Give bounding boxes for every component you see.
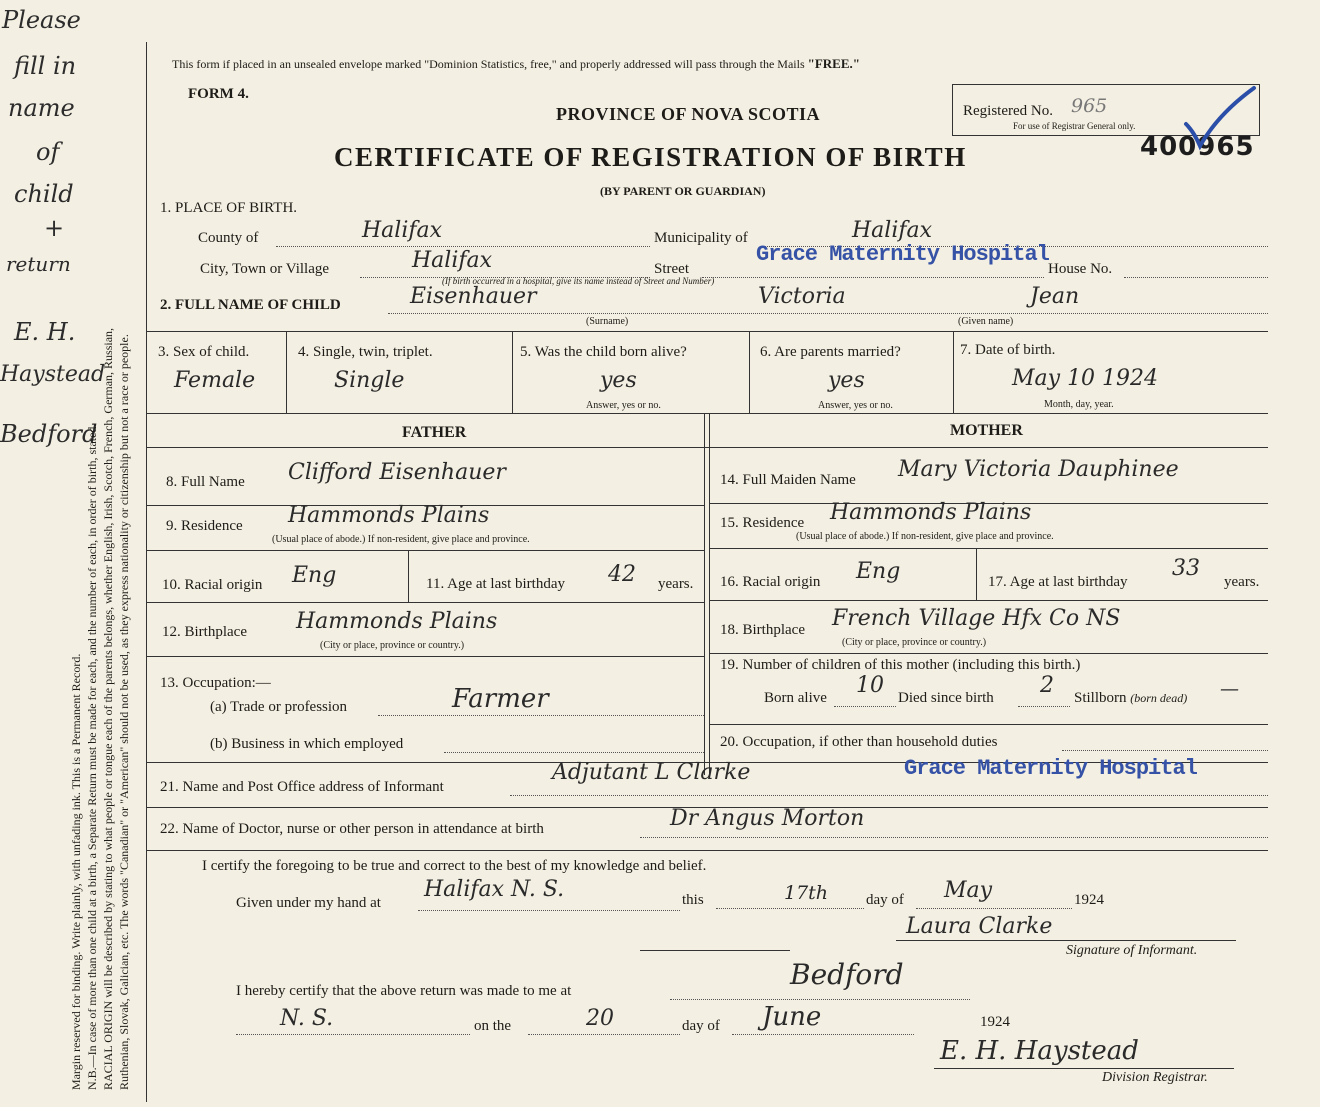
mother-heading: MOTHER (950, 422, 1023, 439)
mail-free-text: "FREE." (807, 56, 860, 71)
rule (709, 600, 1268, 601)
stillborn-label-text: Stillborn (1074, 690, 1127, 706)
informant-label: 21. Name and Post Office address of Informant (160, 779, 444, 795)
margin-note-line: Please (2, 6, 81, 34)
informant-signature-caption: Signature of Informant. (1066, 943, 1198, 958)
row-divider (408, 550, 409, 602)
mother-age-unit: years. (1224, 574, 1260, 590)
form-number: FORM 4. (188, 86, 249, 102)
form-left-border (146, 42, 147, 1102)
registrar-month-value: June (762, 1002, 822, 1032)
county-value: Halifax (362, 218, 443, 243)
father-residence-value: Hammonds Plains (288, 503, 490, 528)
row-divider (512, 331, 513, 413)
informant-signature: Laura Clarke (906, 914, 1053, 939)
married-label: 6. Are parents married? (760, 344, 901, 360)
registrar-province-value: N. S. (280, 1006, 334, 1031)
mother-residence-caption: (Usual place of abode.) If non-resident, give place and province. (796, 531, 1054, 542)
registered-number: 400965 (1140, 132, 1255, 162)
mother-birthplace-label: 18. Birthplace (720, 622, 805, 638)
margin-note-line: Haystead (0, 362, 106, 387)
mail-notice-text: This form if placed in an unsealed envelope marked "Dominion Statistics, free," and properly addressed will pass through the Mails (172, 57, 805, 71)
registrar-place-line (670, 999, 970, 1000)
registrar-use-note: For use of Registrar General only. (1013, 121, 1136, 131)
stillborn-label (1074, 690, 1187, 707)
father-age-value: 42 (608, 562, 636, 587)
child-surname: Eisenhauer (410, 284, 537, 309)
rule-below-headings (146, 447, 1268, 448)
row-divider (286, 331, 287, 413)
father-name-value: Clifford Eisenhauer (288, 460, 506, 485)
mother-birthplace-value: French Village Hfx Co NS (832, 606, 1121, 631)
doctor-line (640, 837, 1268, 838)
surname-caption: (Surname) (586, 316, 629, 327)
registrar-day-value: 20 (586, 1006, 614, 1031)
street-line (702, 277, 1044, 278)
rule (146, 602, 704, 603)
divider-short (640, 950, 790, 951)
mother-residence-label: 15. Residence (720, 515, 805, 531)
trade-line (378, 715, 704, 716)
informant-hospital-stamp: Grace Maternity Hospital (904, 756, 1197, 781)
city-label: City, Town or Village (200, 261, 330, 277)
day-of-label: day of (866, 892, 904, 908)
certification-year-value: 1924 (1074, 892, 1104, 908)
born-alive-value: 10 (856, 673, 884, 698)
mother-occupation-line (1062, 750, 1268, 751)
father-business-label: (b) Business in which employed (210, 736, 404, 752)
day-line (716, 908, 864, 909)
mother-racial-value: Eng (856, 559, 901, 584)
mother-occupation-label: 20. Occupation, if other than household duties (720, 734, 998, 750)
mother-racial-label: 16. Racial origin (720, 574, 821, 590)
mother-name-label: 14. Full Maiden Name (720, 472, 856, 488)
informant-value: Adjutant L Clarke (552, 760, 751, 785)
father-trade-value: Farmer (452, 684, 549, 714)
certification-statement: I certify the foregoing to be true and correct to the best of my knowledge and belief. (202, 858, 707, 874)
margin-racial-origin-note-cont: Ruthenian, Slovak, Galician, etc. The words "Canadian" or "American" should not be used, as they express nationality or citizenship but not a race or people. (117, 334, 131, 1090)
born-alive-label: Born alive (764, 690, 827, 706)
dob-label: 7. Date of birth. (960, 342, 1056, 358)
married-value: yes (828, 368, 865, 393)
margin-note-line: name (8, 94, 75, 122)
registrar-day-of-label: day of (682, 1018, 720, 1034)
mother-name-value: Mary Victoria Dauphinee (898, 457, 1179, 482)
rule-below-name (146, 331, 1268, 332)
rule (146, 550, 704, 551)
margin-note-line: child (14, 180, 74, 208)
registrar-year-value: 1924 (980, 1014, 1010, 1030)
father-residence-label: 9. Residence (166, 518, 243, 534)
column-divider (704, 413, 705, 775)
business-line (444, 752, 704, 753)
municipality-value: Halifax (852, 218, 933, 243)
father-age-unit: years. (658, 576, 694, 592)
father-birthplace-label: 12. Birthplace (162, 624, 247, 640)
mother-age-value: 33 (1172, 556, 1200, 581)
father-occupation-label: 13. Occupation:— (160, 675, 271, 691)
place-of-birth-label: 1. PLACE OF BIRTH. (160, 200, 298, 216)
mother-age-label: 17. Age at last birthday (988, 574, 1128, 590)
page-title: CERTIFICATE OF REGISTRATION OF BIRTH (334, 142, 967, 172)
married-caption: Answer, yes or no. (818, 400, 893, 411)
sex-value: Female (174, 368, 256, 393)
rule-below-child-row (146, 413, 1268, 414)
died-since-birth-line (1018, 706, 1070, 707)
signature-line (896, 940, 1236, 941)
multiplicity-value: Single (334, 368, 405, 393)
certification-day-value: 17th (784, 882, 829, 904)
margin-note-line: fill in (14, 52, 77, 80)
given-name-caption: (Given name) (958, 316, 1014, 327)
on-the-label: on the (474, 1018, 512, 1034)
informant-line (510, 795, 1268, 796)
row-divider (953, 331, 954, 413)
sex-label: 3. Sex of child. (158, 344, 250, 360)
certification-month-value: May (944, 878, 993, 903)
child-name-line (388, 313, 1268, 314)
province-heading: PROVINCE OF NOVA SCOTIA (556, 104, 821, 124)
rule (709, 548, 1268, 549)
county-label: County of (198, 230, 259, 246)
mother-children-label: 19. Number of children of this mother (including this birth.) (720, 657, 1081, 673)
dob-caption: Month, day, year. (1044, 399, 1114, 410)
street-label: Street (654, 261, 689, 277)
county-line (276, 246, 650, 247)
mother-residence-value: Hammonds Plains (830, 500, 1032, 525)
died-since-birth-label: Died since birth (898, 690, 994, 706)
father-birthplace-caption: (City or place, province or country.) (320, 640, 465, 651)
child-given-name-2: Jean (1030, 284, 1080, 309)
doctor-label: 22. Name of Doctor, nurse or other person in attendance at birth (160, 821, 544, 837)
multiplicity-label: 4. Single, twin, triplet. (298, 344, 433, 360)
registrar-province-line (236, 1034, 470, 1035)
stillborn-caption: (born dead) (1130, 691, 1188, 705)
rule (146, 656, 704, 657)
father-age-label: 11. Age at last birthday (426, 576, 565, 592)
month-line (916, 908, 1072, 909)
rule-below-doctor (146, 850, 1268, 851)
margin-note-line: of (36, 138, 60, 166)
city-value: Halifax (412, 248, 493, 273)
born-alive-line (834, 706, 896, 707)
margin-multiple-birth-note: N.B.—In case of more than one child at a birth, a Separate Return must be made for each, and the number of each, in order of birth, stated. (85, 423, 99, 1090)
died-since-birth-value: 2 (1040, 673, 1054, 698)
margin-note-line: Bedford (0, 420, 98, 448)
father-trade-label: (a) Trade or profession (210, 699, 348, 715)
row-divider (749, 331, 750, 413)
house-no-label: House No. (1048, 261, 1113, 277)
municipality-label: Municipality of (654, 230, 748, 246)
father-racial-value: Eng (292, 563, 337, 588)
margin-note-line: + (44, 214, 65, 242)
registrar-caption: Division Registrar. (1102, 1070, 1208, 1085)
house-no-line (1124, 277, 1268, 278)
father-name-label: 8. Full Name (166, 474, 245, 490)
child-given-name-1: Victoria (758, 284, 846, 309)
stillborn-value: — (1220, 678, 1239, 700)
margin-note-line: return (6, 252, 71, 276)
margin-racial-origin-note: RACIAL ORIGIN will be described by stating to what people or tongue each of the parents belongs, whether English, Irish, Scotch, French, German, Russian, (101, 327, 115, 1090)
father-racial-label: 10. Racial origin (162, 577, 263, 593)
alive-value: yes (600, 368, 637, 393)
given-place-line (418, 910, 680, 911)
dob-value: May 10 1924 (1012, 366, 1159, 391)
column-divider (709, 413, 710, 775)
margin-binding-note: Margin reserved for binding. Write plainly, with unfading ink. This is a Permanent Record. (69, 653, 83, 1090)
rule (709, 653, 1268, 654)
child-name-label: 2. FULL NAME OF CHILD (160, 297, 341, 313)
mail-notice (172, 56, 860, 72)
registrar-day-line (528, 1034, 680, 1035)
page-subtitle: (BY PARENT OR GUARDIAN) (600, 184, 766, 198)
street-hospital-stamp: Grace Maternity Hospital (756, 242, 1049, 267)
check-mark-icon (1180, 84, 1260, 156)
mother-birthplace-caption: (City or place, province or country.) (842, 637, 987, 648)
doctor-value: Dr Angus Morton (670, 806, 865, 831)
alive-caption: Answer, yes or no. (586, 400, 661, 411)
hospital-note: (If birth occurred in a hospital, give its name instead of Street and Number) (442, 276, 715, 286)
alive-label: 5. Was the child born alive? (520, 344, 687, 360)
given-under-label: Given under my hand at (236, 895, 381, 911)
registered-no-label: Registered No. (963, 103, 1053, 119)
registrar-signature: E. H. Haystead (940, 1036, 1139, 1066)
this-label: this (682, 892, 704, 908)
father-birthplace-value: Hammonds Plains (296, 609, 498, 634)
registered-number-written: 965 (1071, 95, 1108, 117)
registrar-statement: I hereby certify that the above return was made to me at (236, 983, 572, 999)
father-heading: FATHER (402, 424, 467, 441)
father-residence-caption: (Usual place of abode.) If non-resident, give place and province. (272, 534, 530, 545)
row-divider (976, 548, 977, 600)
registrar-place-value: Bedford (790, 958, 904, 991)
given-place-value: Halifax N. S. (424, 877, 565, 902)
rule (709, 724, 1268, 725)
registrar-signature-line (934, 1068, 1234, 1069)
margin-note-line: E. H. (14, 318, 76, 346)
registrar-month-line (732, 1034, 914, 1035)
